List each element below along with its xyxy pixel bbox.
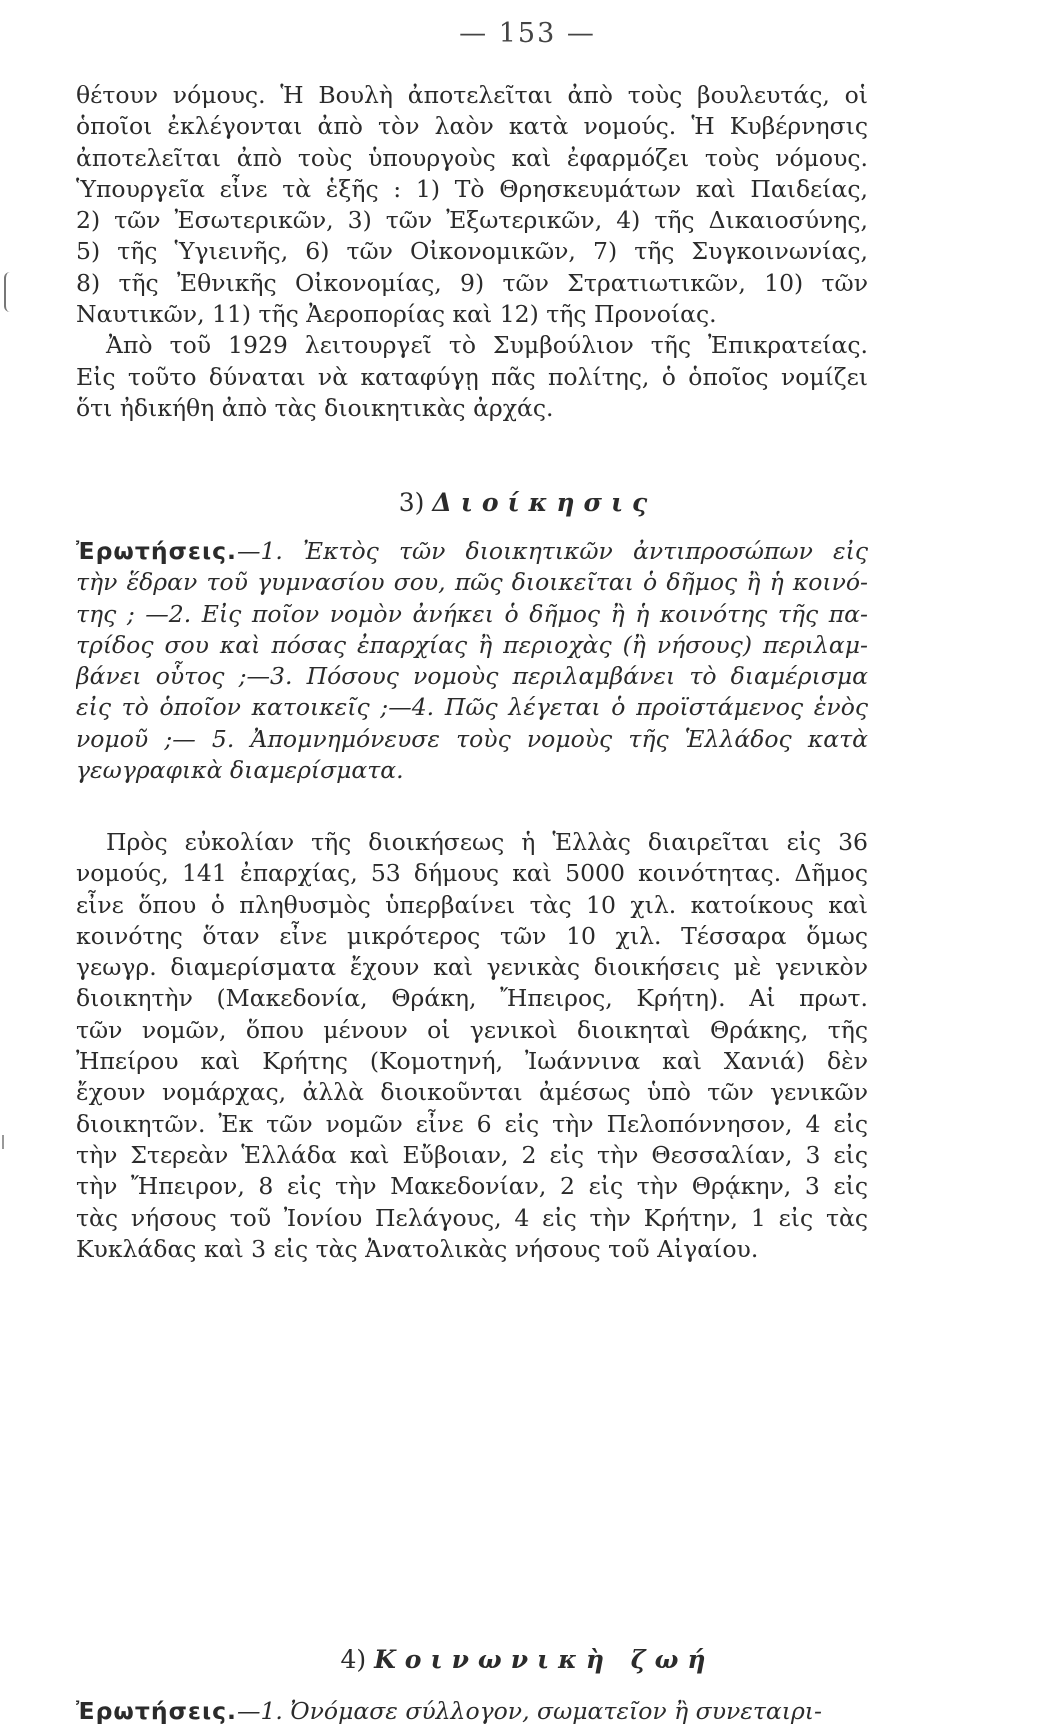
text-line: ὁποῖοι ἐκλέγονται ἀπὸ τὸν λαὸν κατὰ νομούς. Ἡ Κυβέρνησις	[76, 112, 868, 141]
questions-label: Ἐρωτήσεις.	[76, 537, 237, 565]
text-line: Ὑπουργεῖα εἶνε τὰ ἑξῆς : 1) Τὸ Θρησκευμάτων καὶ Παιδείας,	[76, 174, 868, 203]
text-line: Κυκλάδας καὶ 3 εἰς τὰς Ἀνατολικὰς νήσους τοῦ Αἰγαίου.	[76, 1234, 759, 1263]
question-line: της ; —2. Εἰς ποῖον νομὸν ἀνήκει ὁ δῆμος ἢ ἡ κοινότης τῆς πα-	[76, 599, 868, 628]
section-title: Κοινωνικὴ ζωή	[374, 1645, 715, 1674]
page-number: — 153 —	[459, 18, 596, 49]
text-line: 8) τῆς Ἐθνικῆς Οἰκονομίας, 9) τῶν Στρατιωτικῶν, 10) τῶν	[76, 268, 868, 297]
text-line: εἶνε ὅπου ὁ πληθυσμὸς ὑπερβαίνει τὰς 10 χιλ. κατοίκους καὶ	[76, 890, 868, 919]
text-line: ὅτι ἠδικήθη ἀπὸ τὰς διοικητικὰς ἀρχάς.	[76, 393, 554, 422]
section-title: Διοίκησις	[432, 488, 657, 517]
text-line: 2) τῶν Ἐσωτερικῶν, 3) τῶν Ἐξωτερικῶν, 4) τῆς Δικαιοσύνης,	[76, 206, 868, 235]
questions-section-4	[76, 1696, 868, 1727]
text-line: Εἰς τοῦτο δύναται νὰ καταφύγῃ πᾶς πολίτης, ὁ ὁποῖος νομίζει	[76, 362, 868, 391]
questions-section-3	[76, 536, 868, 786]
section-number: 3)	[398, 488, 425, 517]
question-text: —1. Ὀνόμασε σύλλογον, σωματεῖον ἢ συνεταιρι-	[236, 1697, 822, 1725]
text-line: νομούς, 141 ἐπαρχίας, 53 δήμους καὶ 5000 κοινότητας. Δῆμος	[76, 859, 868, 888]
text-line: Ναυτικῶν, 11) τῆς Ἀεροπορίας καὶ 12) τῆς Προνοίας.	[76, 300, 717, 329]
text-line: τὰς νήσους τοῦ Ἰονίου Πελάγους, 4 εἰς τὴν Κρήτην, 1 εἰς τὰς	[76, 1203, 868, 1232]
text-line: ἀποτελεῖται ἀπὸ τοὺς ὑπουργοὺς καὶ ἐφαρμόζει τοὺς νόμους.	[76, 143, 868, 172]
text-line: τὴν Στερεὰν Ἑλλάδα καὶ Εὔβοιαν, 2 εἰς τὴν Θεσσαλίαν, 3 εἰς	[76, 1140, 868, 1169]
text-line: 5) τῆς Ὑγιεινῆς, 6) τῶν Οἰκονομικῶν, 7) τῆς Συγκοινωνίας,	[76, 237, 868, 266]
question-line: εἰς τὸ ὁποῖον κατοικεῖς ;—4. Πῶς λέγεται ὁ προϊστάμενος ἑνὸς	[76, 693, 868, 722]
questions-label: Ἐρωτήσεις.	[76, 1697, 237, 1725]
section-heading-4	[0, 1645, 1055, 1674]
text-line	[76, 536, 868, 567]
question-line: τρίδος σου καὶ πόσας ἐπαρχίας ἢ περιοχὰς (ἢ νήσους) περιλαμ-	[76, 630, 868, 659]
text-line: ἔχουν νομάρχας, ἀλλὰ διοικοῦνται ἀμέσως ὑπὸ τῶν γενικῶν	[76, 1078, 868, 1107]
text-line: διοικητὴν (Μακεδονία, Θράκη, Ἤπειρος, Κρήτη). Αἱ πρωτ.	[76, 984, 868, 1013]
text-line: γεωγρ. διαμερίσματα ἔχουν καὶ γενικὰς διοικήσεις μὲ γενικὸν	[76, 953, 868, 982]
text-line: θέτουν νόμους. Ἡ Βουλὴ ἀποτελεῖται ἀπὸ τοὺς βουλευτάς, οἱ	[76, 81, 868, 109]
administration-paragraph	[76, 827, 868, 1265]
text-line: τῶν νομῶν, ὅπου μένουν οἱ γενικοὶ διοικηταὶ Θράκης, τῆς	[76, 1015, 868, 1044]
margin-bracket-mark	[4, 272, 14, 312]
text-line: Ἠπείρου καὶ Κρήτης (Κομοτηνή, Ἰωάννινα καὶ Χανιά) δὲν	[76, 1047, 868, 1076]
text-line: τὴν Ἤπειρον, 8 εἰς τὴν Μακεδονίαν, 2 εἰς τὴν Θρᾴκην, 3 εἰς	[76, 1172, 868, 1201]
question-line: τὴν ἕδραν τοῦ γυμνασίου σου, πῶς διοικεῖται ὁ δῆμος ἢ ἡ κοινό-	[76, 568, 868, 597]
question-text: —1. Ἐκτὸς τῶν διοικητικῶν ἀντιπροσώπων εἰς	[236, 537, 868, 565]
text-line: Πρὸς εὐκολίαν τῆς διοικήσεως ἡ Ἑλλὰς διαιρεῖται εἰς 36	[106, 828, 868, 856]
text-line: διοικητῶν. Ἐκ τῶν νομῶν εἶνε 6 εἰς τὴν Πελοπόννησον, 4 εἰς	[76, 1109, 868, 1138]
text-line: κοινότης ὅταν εἶνε μικρότερος τῶν 10 χιλ. Τέσσαρα ὅμως	[76, 921, 868, 950]
section-number: 4)	[340, 1645, 367, 1674]
margin-tick-mark	[2, 1135, 10, 1149]
question-line: νομοῦ ;— 5. Ἀπομνημόνευσε τοὺς νομοὺς τῆς Ἑλλάδος κατὰ	[76, 724, 868, 753]
question-line: γεωγραφικὰ διαμερίσματα.	[76, 756, 404, 785]
section-heading-3	[0, 488, 1055, 517]
question-line: βάνει οὗτος ;—3. Πόσους νομοὺς περιλαμβάνει τὸ διαμέρισμα	[76, 662, 868, 691]
government-paragraph	[76, 80, 868, 424]
text-line: Ἀπὸ τοῦ 1929 λειτουργεῖ τὸ Συμβούλιον τῆς Ἐπικρατείας.	[106, 331, 868, 360]
